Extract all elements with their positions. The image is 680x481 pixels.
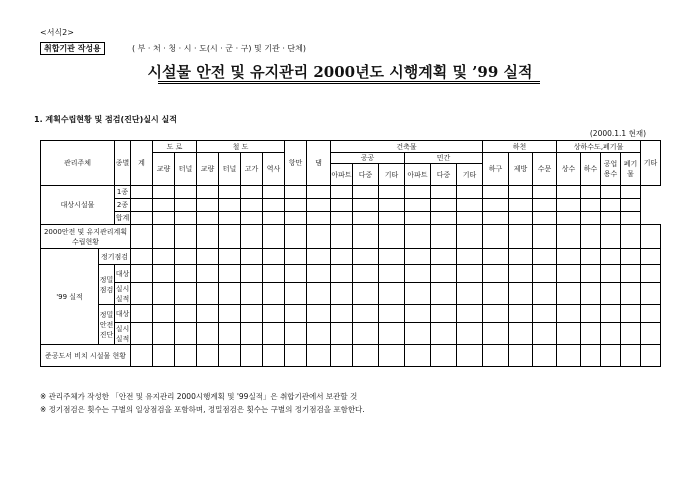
data-cell (621, 186, 641, 199)
data-cell (405, 212, 431, 225)
data-cell (483, 345, 509, 367)
data-cell (331, 283, 353, 305)
public-apt: 아파트 (331, 164, 353, 186)
data-cell (581, 345, 601, 367)
data-cell (175, 186, 197, 199)
data-cell (483, 199, 509, 212)
data-cell (557, 212, 581, 225)
data-cell (431, 345, 457, 367)
data-cell (197, 199, 219, 212)
data-cell (601, 323, 621, 345)
data-cell (263, 199, 285, 212)
data-cell (197, 345, 219, 367)
data-cell (153, 283, 175, 305)
data-cell (483, 186, 509, 199)
class2-label: 2종 (115, 199, 131, 212)
data-cell (175, 305, 197, 323)
data-cell (353, 345, 379, 367)
data-cell (263, 283, 285, 305)
data-cell (601, 186, 621, 199)
data-cell (331, 225, 353, 249)
data-cell (533, 323, 557, 345)
data-cell (509, 283, 533, 305)
estuary-header: 하구 (483, 153, 509, 186)
data-cell (131, 212, 153, 225)
data-cell (175, 345, 197, 367)
data-cell (241, 249, 263, 265)
data-cell (219, 212, 241, 225)
data-cell (353, 249, 379, 265)
data-cell (457, 265, 483, 283)
data-cell (457, 225, 483, 249)
water-supply-header: 상수 (557, 153, 581, 186)
data-cell (509, 212, 533, 225)
data-cell (241, 283, 263, 305)
data-cell (405, 323, 431, 345)
data-cell (509, 345, 533, 367)
data-cell (263, 225, 285, 249)
precision-diag-target: 대상 (115, 305, 131, 323)
data-cell (175, 225, 197, 249)
data-cell (641, 305, 661, 323)
data-cell (641, 323, 661, 345)
data-cell (457, 186, 483, 199)
data-cell (405, 345, 431, 367)
data-cell (331, 323, 353, 345)
road-tunnel: 터널 (175, 153, 197, 186)
data-cell (353, 225, 379, 249)
status-table (40, 140, 680, 367)
data-cell (581, 186, 601, 199)
data-cell (509, 186, 533, 199)
data-cell (509, 225, 533, 249)
data-cell (483, 249, 509, 265)
data-cell (197, 249, 219, 265)
data-cell (431, 305, 457, 323)
data-cell (153, 323, 175, 345)
data-cell (621, 212, 641, 225)
precision-diag-done: 실시실적 (115, 324, 130, 343)
data-cell (285, 186, 307, 199)
data-cell (241, 305, 263, 323)
data-cell (353, 323, 379, 345)
road-bridge: 교량 (153, 153, 175, 186)
data-cell (601, 199, 621, 212)
data-cell (557, 249, 581, 265)
data-cell (197, 305, 219, 323)
data-cell (379, 323, 405, 345)
sluice-header: 수문 (533, 153, 557, 186)
data-cell (263, 186, 285, 199)
data-cell (353, 186, 379, 199)
data-cell (431, 265, 457, 283)
data-cell (405, 305, 431, 323)
total-header: 계 (131, 141, 153, 186)
data-cell (641, 283, 661, 305)
data-cell (557, 186, 581, 199)
data-cell (285, 345, 307, 367)
data-cell (197, 225, 219, 249)
data-cell (307, 345, 331, 367)
form-number: <서식2> (40, 28, 74, 37)
data-cell (581, 225, 601, 249)
data-cell (601, 225, 621, 249)
data-cell (405, 225, 431, 249)
data-cell (509, 305, 533, 323)
data-cell (457, 249, 483, 265)
data-cell (379, 345, 405, 367)
data-cell (353, 212, 379, 225)
data-cell (557, 225, 581, 249)
data-cell (581, 283, 601, 305)
data-cell (431, 283, 457, 305)
data-cell (241, 212, 263, 225)
data-cell (131, 345, 153, 367)
data-cell (263, 249, 285, 265)
data-cell (601, 283, 621, 305)
data-cell (307, 305, 331, 323)
data-cell (175, 212, 197, 225)
data-cell (153, 212, 175, 225)
data-cell (285, 225, 307, 249)
data-cell (175, 249, 197, 265)
levee-header: 제방 (509, 153, 533, 186)
data-cell (219, 323, 241, 345)
data-cell (457, 212, 483, 225)
data-cell (307, 249, 331, 265)
building-header: 건축물 (331, 141, 483, 153)
private-multi: 다중 (431, 164, 457, 186)
data-cell (621, 323, 641, 345)
data-cell (581, 265, 601, 283)
data-cell (557, 283, 581, 305)
data-cell (241, 265, 263, 283)
data-cell (241, 323, 263, 345)
data-cell (153, 345, 175, 367)
data-cell (379, 265, 405, 283)
data-cell (379, 225, 405, 249)
data-cell (533, 345, 557, 367)
data-cell (641, 345, 661, 367)
data-cell (331, 305, 353, 323)
data-cell (621, 225, 641, 249)
data-cell (379, 212, 405, 225)
private-etc: 기타 (457, 164, 483, 186)
data-cell (131, 283, 153, 305)
data-cell (379, 199, 405, 212)
private-apt: 아파트 (405, 164, 431, 186)
data-cell (219, 265, 241, 283)
data-cell (379, 186, 405, 199)
data-cell (307, 283, 331, 305)
data-cell (533, 265, 557, 283)
data-cell (641, 249, 661, 265)
data-cell (285, 305, 307, 323)
data-cell (241, 199, 263, 212)
data-cell (353, 305, 379, 323)
data-cell (533, 186, 557, 199)
data-cell (131, 225, 153, 249)
data-cell (263, 265, 285, 283)
data-cell (285, 249, 307, 265)
data-cell (331, 212, 353, 225)
data-cell (483, 225, 509, 249)
data-cell (153, 265, 175, 283)
data-cell (431, 225, 457, 249)
data-cell (331, 345, 353, 367)
title-underline (158, 81, 540, 82)
drawings-status-label: 준공도서 비치 시설물 현황 (41, 345, 131, 367)
data-cell (353, 199, 379, 212)
data-cell (175, 283, 197, 305)
data-cell (219, 225, 241, 249)
data-cell (263, 305, 285, 323)
data-cell (331, 199, 353, 212)
plan-status-label: 2000안전 및 유지관리계획 수립현황 (41, 225, 131, 249)
note-2: ※ 정기점검은 횟수는 구별의 일상점검을 포함하며, 정밀점검은 횟수는 구별의 정기점검을 포함한다. (40, 405, 365, 414)
public-multi: 다중 (353, 164, 379, 186)
other-header: 기타 (641, 141, 661, 186)
data-cell (581, 212, 601, 225)
data-cell (285, 265, 307, 283)
data-cell (307, 265, 331, 283)
data-cell (219, 199, 241, 212)
data-cell (197, 186, 219, 199)
data-cell (405, 249, 431, 265)
data-cell (509, 249, 533, 265)
author-scope: ( 부 · 처 · 청 · 시 · 도(시 · 군 · 구) 및 기관 · 단체) (132, 44, 306, 53)
data-cell (581, 323, 601, 345)
data-cell (153, 225, 175, 249)
data-cell (285, 212, 307, 225)
data-cell (483, 305, 509, 323)
data-cell (405, 265, 431, 283)
data-cell (131, 186, 153, 199)
data-cell (153, 249, 175, 265)
data-cell (533, 305, 557, 323)
data-cell (379, 249, 405, 265)
data-cell (533, 283, 557, 305)
data-cell (175, 265, 197, 283)
data-cell (621, 249, 641, 265)
data-cell (307, 323, 331, 345)
as-of-date: (2000.1.1 현재) (589, 129, 646, 138)
data-cell (219, 345, 241, 367)
data-cell (557, 305, 581, 323)
data-cell (533, 249, 557, 265)
class1-label: 1종 (115, 186, 131, 199)
data-cell (219, 283, 241, 305)
data-cell (581, 305, 601, 323)
data-cell (175, 323, 197, 345)
data-cell (601, 345, 621, 367)
public-header: 공공 (331, 153, 405, 164)
private-header: 민간 (405, 153, 483, 164)
data-cell (307, 212, 331, 225)
data-cell (533, 225, 557, 249)
precision-check-done: 실시실적 (115, 284, 130, 303)
data-cell (331, 265, 353, 283)
data-cell (379, 283, 405, 305)
data-cell (307, 186, 331, 199)
rail-viaduct: 고가 (241, 153, 263, 186)
data-cell (581, 249, 601, 265)
data-cell (641, 265, 661, 283)
dam-header: 댐 (307, 141, 331, 186)
data-cell (219, 186, 241, 199)
data-cell (197, 265, 219, 283)
data-cell (557, 265, 581, 283)
section-heading: 1. 계획수립현황 및 점검(진단)실시 실적 (34, 115, 177, 124)
sum-label: 합계 (115, 212, 131, 225)
type-header: 종별 (115, 141, 131, 186)
data-cell (379, 305, 405, 323)
rail-station: 역사 (263, 153, 285, 186)
data-cell (621, 199, 641, 212)
precision-check-label: 정밀점검 (99, 265, 115, 305)
data-cell (153, 186, 175, 199)
data-cell (483, 265, 509, 283)
data-cell (509, 323, 533, 345)
rail-header: 철 도 (197, 141, 285, 153)
data-cell (263, 212, 285, 225)
data-cell (405, 199, 431, 212)
precision-check-target: 대상 (115, 265, 131, 283)
data-cell (131, 199, 153, 212)
data-cell (457, 305, 483, 323)
data-cell (431, 249, 457, 265)
data-cell (431, 323, 457, 345)
data-cell (175, 199, 197, 212)
data-cell (457, 323, 483, 345)
rail-bridge: 교량 (197, 153, 219, 186)
data-cell (601, 249, 621, 265)
river-header: 하천 (483, 141, 557, 153)
note-1: ※ 관리주체가 작성한 「안전 및 유지관리 2000시행계획 및 '99실적」은 취합기관에서 보관할 것 (40, 392, 358, 401)
water-waste-header: 상하수도,폐기물 (557, 141, 641, 153)
data-cell (263, 323, 285, 345)
data-cell (405, 283, 431, 305)
data-cell (621, 345, 641, 367)
data-cell (557, 345, 581, 367)
data-cell (483, 212, 509, 225)
data-cell (431, 186, 457, 199)
data-cell (285, 283, 307, 305)
data-cell (131, 249, 153, 265)
manager-header: 관리주체 (41, 141, 115, 186)
public-etc: 기타 (379, 164, 405, 186)
data-cell (509, 265, 533, 283)
data-cell (509, 199, 533, 212)
waste-header: 폐기물 (621, 153, 641, 186)
data-cell (557, 323, 581, 345)
data-cell (621, 305, 641, 323)
document-title: 시설물 안전 및 유지관리 2000년도 시행계획 및 ’99 실적 (147, 63, 533, 81)
data-cell (621, 283, 641, 305)
data-cell (431, 212, 457, 225)
data-cell (457, 283, 483, 305)
data-cell (457, 199, 483, 212)
data-cell (131, 323, 153, 345)
data-cell (241, 345, 263, 367)
data-cell (557, 199, 581, 212)
data-cell (153, 305, 175, 323)
data-cell (131, 305, 153, 323)
data-cell (241, 225, 263, 249)
performance-99-label: '99 실적 (41, 249, 99, 345)
data-cell (483, 323, 509, 345)
title-underline-double (158, 83, 540, 84)
data-cell (601, 305, 621, 323)
precision-diag-label: 정밀안전진단 (99, 305, 115, 345)
sewer-header: 하수 (581, 153, 601, 186)
data-cell (241, 186, 263, 199)
data-cell (219, 305, 241, 323)
data-cell (533, 199, 557, 212)
data-cell (483, 283, 509, 305)
data-cell (285, 323, 307, 345)
data-cell (219, 249, 241, 265)
data-cell (405, 186, 431, 199)
data-cell (601, 212, 621, 225)
data-cell (331, 249, 353, 265)
data-cell (307, 225, 331, 249)
industrial-water-header: 공업용수 (601, 153, 621, 186)
data-cell (353, 265, 379, 283)
data-cell (153, 199, 175, 212)
data-cell (285, 199, 307, 212)
data-cell (331, 186, 353, 199)
data-cell (601, 265, 621, 283)
data-cell (353, 283, 379, 305)
data-cell (197, 212, 219, 225)
data-cell (263, 345, 285, 367)
regular-check-label: 정기점검 (99, 249, 131, 265)
data-cell (197, 283, 219, 305)
data-cell (581, 199, 601, 212)
data-cell (307, 199, 331, 212)
data-cell (431, 199, 457, 212)
data-cell (457, 345, 483, 367)
data-cell (621, 265, 641, 283)
author-badge: 취합기관 작성용 (40, 42, 105, 55)
data-cell (197, 323, 219, 345)
data-cell (641, 225, 661, 249)
target-facilities-label: 대상시설물 (41, 186, 115, 225)
road-header: 도 로 (153, 141, 197, 153)
data-cell (131, 265, 153, 283)
port-header: 항만 (285, 141, 307, 186)
rail-tunnel: 터널 (219, 153, 241, 186)
data-cell (533, 212, 557, 225)
